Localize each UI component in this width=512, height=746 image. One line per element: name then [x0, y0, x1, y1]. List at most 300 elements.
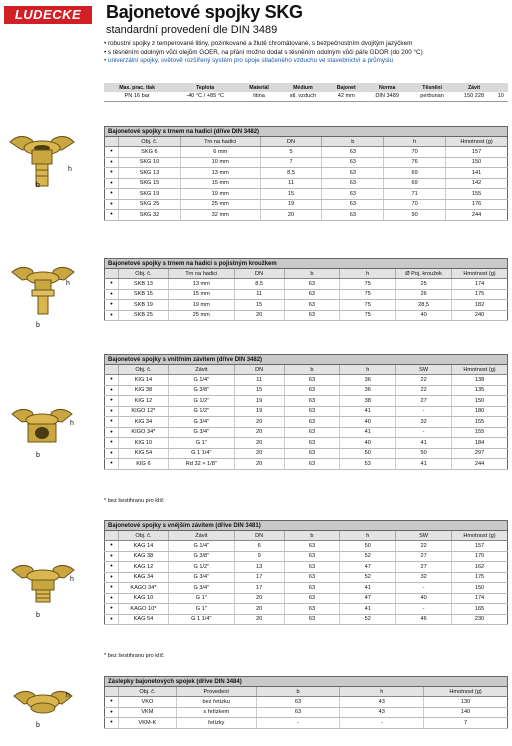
table-cell: -	[396, 427, 452, 438]
table-cell: 63	[284, 375, 340, 386]
table-row	[105, 406, 508, 417]
table-cell: 20	[234, 614, 284, 625]
table-cell: 50	[340, 448, 396, 459]
column-header: b	[284, 531, 340, 541]
table-cell: 17	[234, 572, 284, 583]
table-cell: 26	[396, 289, 452, 300]
table-cell: 165	[452, 604, 508, 615]
table-cell: 157	[452, 541, 508, 552]
page-title: Bajonetové spojky SKG	[106, 2, 303, 22]
page-subtitle: standardní provedení dle DIN 3489	[106, 24, 278, 36]
table-cell: 15	[260, 189, 322, 200]
column-header: DN	[234, 531, 284, 541]
table-cell: 17	[234, 583, 284, 594]
table-cell: 46	[396, 614, 452, 625]
table-cell: 63	[284, 396, 340, 407]
table-cell: 69	[384, 168, 446, 179]
table-cell: s řetízkem	[176, 707, 256, 718]
table-row	[105, 697, 508, 708]
feature-item: • univerzální spojky, světově rozšířený systém pro spoje stlačeného vzduchu ve stavebnictví a průmyslu	[104, 57, 394, 65]
table-cell: KAG 34	[118, 572, 168, 583]
table-cell: 174	[452, 279, 508, 290]
column-header: Hmotnost (g)	[452, 365, 508, 375]
spec-value: 150 228	[455, 92, 494, 101]
table-cell: 27	[396, 396, 452, 407]
table-cell: 20	[234, 310, 284, 321]
table-cell: SKG 6	[118, 147, 180, 158]
table-cell: 63	[284, 551, 340, 562]
table-cell: 63	[284, 572, 340, 583]
table-cell: 63	[322, 157, 384, 168]
table-row	[105, 157, 508, 168]
spec-header: Závit	[455, 83, 494, 92]
table-cell: 52	[340, 572, 396, 583]
table-cell: 15	[234, 300, 284, 311]
table-row	[105, 707, 508, 718]
table-cell: 240	[452, 310, 508, 321]
table-cell: 40	[340, 438, 396, 449]
table-cell: -	[396, 604, 452, 615]
row-bullet: •	[105, 697, 119, 708]
table-cell: KAG 38	[118, 551, 168, 562]
column-header	[105, 269, 119, 279]
table-cell: 22	[396, 541, 452, 552]
table-cell: 19 mm	[180, 189, 260, 200]
table-cell: 32	[396, 417, 452, 428]
table-cell: 90	[384, 210, 446, 221]
column-header: Hmotnost (g)	[452, 531, 508, 541]
table-cell: 40	[340, 417, 396, 428]
spec-value: litina	[240, 92, 278, 101]
row-bullet: •	[105, 572, 119, 583]
table-cell: 297	[452, 448, 508, 459]
table-cell: 41	[396, 438, 452, 449]
column-header: Obj. č.	[118, 137, 180, 147]
spec-value: perbunan	[410, 92, 455, 101]
table-cell: 41	[340, 406, 396, 417]
table-cell: 155	[452, 427, 508, 438]
table-cell: G 3/8"	[168, 385, 234, 396]
table-cell: 20	[234, 448, 284, 459]
column-header: DN	[234, 269, 284, 279]
table-cell: 63	[256, 707, 340, 718]
column-header: h	[340, 531, 396, 541]
table-cell: 41	[340, 583, 396, 594]
table-cell: 52	[340, 551, 396, 562]
table-cell: 141	[446, 168, 508, 179]
table-cell: 43	[340, 697, 424, 708]
kag-external-thread-table	[104, 520, 508, 625]
dimension-h-label: h	[66, 692, 70, 699]
table-cell: KAG 10	[118, 593, 168, 604]
table-cell: 63	[284, 614, 340, 625]
table-cell: 63	[284, 438, 340, 449]
table-cell: VKO	[118, 697, 176, 708]
table-cell: 15 mm	[168, 289, 234, 300]
table-cell: G 1/4"	[168, 375, 234, 386]
table-row	[105, 210, 508, 221]
table-row	[105, 551, 508, 562]
table-cell: 19	[234, 396, 284, 407]
table-cell: 63	[284, 406, 340, 417]
table-cell: 69	[384, 178, 446, 189]
table-cell: 32 mm	[180, 210, 260, 221]
table-cell: 75	[340, 310, 396, 321]
table-cell: 63	[284, 289, 340, 300]
table-cell: 19	[234, 406, 284, 417]
table-cell: KIG 10	[118, 438, 168, 449]
table-cell: 50	[396, 448, 452, 459]
brand-logo: LUDECKE	[4, 6, 92, 24]
table-cell: bez řetízku	[176, 697, 256, 708]
spec-header-row	[104, 83, 508, 92]
row-bullet: •	[105, 168, 119, 179]
column-header: DN	[234, 365, 284, 375]
column-header	[105, 687, 119, 697]
table-row	[105, 375, 508, 386]
table-header-row	[105, 531, 508, 541]
column-header: b	[256, 687, 340, 697]
table-row	[105, 289, 508, 300]
table-cell: 75	[340, 289, 396, 300]
table-row	[105, 178, 508, 189]
vk-cap-image	[10, 684, 76, 718]
table-cell: 36	[340, 375, 396, 386]
table-cell: 182	[452, 300, 508, 311]
table-cell: 63	[284, 427, 340, 438]
table-cell: SKB 13	[118, 279, 168, 290]
column-header: Závit	[168, 365, 234, 375]
row-bullet: •	[105, 604, 119, 615]
table-cell: SKG 10	[118, 157, 180, 168]
row-bullet: •	[105, 385, 119, 396]
row-bullet: •	[105, 147, 119, 158]
dimension-b-label: b	[36, 322, 40, 329]
table-cell: 41	[340, 604, 396, 615]
table-cell: 20	[234, 604, 284, 615]
table-header-row	[105, 269, 508, 279]
column-header: h	[340, 365, 396, 375]
table-cell: G 3/4"	[168, 572, 234, 583]
table-cell: 63	[256, 697, 340, 708]
table-row	[105, 396, 508, 407]
table-row	[105, 541, 508, 552]
row-bullet: •	[105, 396, 119, 407]
table-cell: 70	[384, 147, 446, 158]
table-cell: 63	[322, 199, 384, 210]
table-cell: KAGO 10*	[118, 604, 168, 615]
row-bullet: •	[105, 593, 119, 604]
kag-coupling-image	[8, 560, 78, 604]
table-cell: 150	[446, 157, 508, 168]
spec-header: Těsnění	[410, 83, 455, 92]
table-cell: VKM	[118, 707, 176, 718]
table-cell: 63	[284, 541, 340, 552]
kig-internal-thread-table	[104, 354, 508, 470]
column-header: Obj. č.	[118, 365, 168, 375]
table-cell: 25 mm	[168, 310, 234, 321]
column-header: Provedení	[176, 687, 256, 697]
row-bullet: •	[105, 448, 119, 459]
skg-hose-table	[104, 126, 508, 221]
table-cell: KIGO 12*	[118, 406, 168, 417]
table-cell: 20	[234, 593, 284, 604]
row-bullet: •	[105, 157, 119, 168]
row-bullet: •	[105, 199, 119, 210]
table-cell: 15	[234, 385, 284, 396]
row-bullet: •	[105, 583, 119, 594]
column-header	[105, 531, 119, 541]
row-bullet: •	[105, 375, 119, 386]
table-cell: 63	[284, 300, 340, 311]
table-cell: 70	[384, 199, 446, 210]
table-header-row	[105, 365, 508, 375]
footnote: * bez šestihranu pro klíč	[104, 498, 164, 504]
table-cell: 157	[446, 147, 508, 158]
row-bullet: •	[105, 427, 119, 438]
table-cell: KAG 54	[118, 614, 168, 625]
column-header: DN	[260, 137, 322, 147]
table-cell: G 1"	[168, 438, 234, 449]
table-cell: SKG 32	[118, 210, 180, 221]
table-row	[105, 168, 508, 179]
table-row	[105, 718, 508, 729]
table-cell: 63	[322, 210, 384, 221]
table-cell: 27	[396, 562, 452, 573]
row-bullet: •	[105, 310, 119, 321]
row-bullet: •	[105, 551, 119, 562]
row-bullet: •	[105, 614, 119, 625]
table-cell: 71	[384, 189, 446, 200]
table-cell: G 3/4"	[168, 583, 234, 594]
table-cell: 150	[452, 396, 508, 407]
table-cell: 174	[452, 593, 508, 604]
table-cell: 130	[424, 697, 508, 708]
table-row	[105, 593, 508, 604]
spec-value: DIN 3489	[365, 92, 410, 101]
dimension-h-label: h	[68, 166, 72, 173]
dimension-b-label: b	[36, 452, 40, 459]
column-header: SW	[396, 365, 452, 375]
dimension-b-label: b	[36, 182, 40, 189]
table-cell: 20	[234, 438, 284, 449]
table-cell: 11	[260, 178, 322, 189]
column-header: Trn na hadici	[180, 137, 260, 147]
table-cell: 22	[396, 375, 452, 386]
column-header: Závit	[168, 531, 234, 541]
table-cell: 230	[452, 614, 508, 625]
table-cell: KIG 54	[118, 448, 168, 459]
row-bullet: •	[105, 210, 119, 221]
feature-item: • s těsněním odolným vůči olejům GOER, na přání možno dodat s těsněním odolným vůči páře GDOR (do 200 °C)	[104, 48, 423, 56]
table-cell: 19	[260, 199, 322, 210]
row-bullet: •	[105, 562, 119, 573]
table-row	[105, 438, 508, 449]
table-cell: 27	[396, 551, 452, 562]
row-bullet: •	[105, 459, 119, 470]
dimension-b-label: b	[36, 612, 40, 619]
section-caption: Bajonetové spojky s trnem na hadici (dříve DIN 3482)	[105, 127, 508, 137]
table-row	[105, 279, 508, 290]
table-cell: 40	[396, 593, 452, 604]
row-bullet: •	[105, 289, 119, 300]
table-header-row	[105, 687, 508, 697]
table-cell: 43	[340, 707, 424, 718]
table-cell: 180	[452, 406, 508, 417]
table-cell: SKB 15	[118, 289, 168, 300]
spec-value: stl. vzduch	[278, 92, 328, 101]
column-header: Obj. č.	[118, 269, 168, 279]
footnote: * bez šestihranu pro klíč	[104, 653, 164, 659]
table-cell: KAG 12	[118, 562, 168, 573]
table-row	[105, 385, 508, 396]
table-cell: 7	[424, 718, 508, 729]
table-cell: G 1/2"	[168, 406, 234, 417]
feature-list	[104, 40, 508, 66]
table-cell: 176	[446, 199, 508, 210]
table-cell: 13	[234, 562, 284, 573]
table-cell: 20	[234, 427, 284, 438]
row-bullet: •	[105, 541, 119, 552]
table-cell: 175	[452, 572, 508, 583]
table-cell: 6 mm	[180, 147, 260, 158]
table-cell: 150	[452, 583, 508, 594]
dimension-b-label: b	[36, 722, 40, 729]
table-cell: 6	[234, 541, 284, 552]
table-cell: G 1/2"	[168, 396, 234, 407]
table-cell: KIG 38	[118, 385, 168, 396]
table-row	[105, 310, 508, 321]
row-bullet: •	[105, 438, 119, 449]
table-cell: SKG 19	[118, 189, 180, 200]
table-row	[105, 572, 508, 583]
table-cell: 15 mm	[180, 178, 260, 189]
table-row	[105, 300, 508, 311]
column-header: Ø Poj. kroužek	[396, 269, 452, 279]
table-cell: 140	[424, 707, 508, 718]
table-cell: 13 mm	[180, 168, 260, 179]
spec-value-row	[104, 92, 508, 101]
table-row	[105, 189, 508, 200]
table-cell: G 3/4"	[168, 417, 234, 428]
table-cell: 63	[284, 310, 340, 321]
feature-item: • robustní spojky z temperované litiny, pozinkované a žlutě chromátované, s bezpečnostním dvojitým jazýčkem	[104, 40, 413, 47]
table-cell: G 1"	[168, 604, 234, 615]
spec-header: Max. prac. tlak	[104, 83, 170, 92]
column-header	[105, 365, 119, 375]
spec-header: Norma	[365, 83, 410, 92]
table-cell: 5	[260, 147, 322, 158]
table-cell: Rd 32 × 1/8"	[168, 459, 234, 470]
section-caption: Bajonetové spojky s trnem na hadici s pojistným kroužkem	[105, 259, 508, 269]
table-cell: 20	[260, 210, 322, 221]
section-caption: Bajonetové spojky s vnějším závitem (dříve DIN 3481)	[105, 521, 508, 531]
table-cell: G 3/4"	[168, 427, 234, 438]
table-cell: 8,5	[234, 279, 284, 290]
table-cell: -	[340, 718, 424, 729]
table-row	[105, 199, 508, 210]
table-cell: 47	[340, 593, 396, 604]
table-cell: 155	[446, 189, 508, 200]
spec-value: 10	[494, 92, 508, 101]
table-cell: -	[396, 406, 452, 417]
column-header: h	[340, 687, 424, 697]
table-cell: 155	[452, 417, 508, 428]
column-header: b	[284, 365, 340, 375]
table-cell: 25 mm	[180, 199, 260, 210]
table-cell: 50	[340, 541, 396, 552]
table-cell: 170	[452, 551, 508, 562]
section-caption: Bajonetové spojky s vnitřním závitem (dříve DIN 3482)	[105, 355, 508, 365]
column-header: b	[322, 137, 384, 147]
table-row	[105, 427, 508, 438]
table-cell: 41	[396, 459, 452, 470]
row-bullet: •	[105, 189, 119, 200]
spec-value: -40 °C / +85 °C	[170, 92, 240, 101]
table-cell: KIG 14	[118, 375, 168, 386]
table-cell: KIGO 34*	[118, 427, 168, 438]
column-header: Trn na hadici	[168, 269, 234, 279]
table-cell: 63	[322, 189, 384, 200]
table-cell: KAGO 34*	[118, 583, 168, 594]
table-cell: 63	[322, 168, 384, 179]
table-cell: 41	[340, 427, 396, 438]
table-cell: 7	[260, 157, 322, 168]
table-cell: 76	[384, 157, 446, 168]
column-header: Hmotnost (g)	[452, 269, 508, 279]
table-cell: 20	[234, 459, 284, 470]
table-cell: 63	[284, 459, 340, 470]
skb-coupling-image	[8, 262, 78, 318]
skg-coupling-image	[2, 128, 82, 188]
spec-header: Médium	[278, 83, 328, 92]
table-cell: SKG 15	[118, 178, 180, 189]
table-cell: 19 mm	[168, 300, 234, 311]
skb-hose-ring-table	[104, 258, 508, 321]
table-cell: 11	[234, 289, 284, 300]
table-cell: 36	[340, 385, 396, 396]
table-cell: 75	[340, 300, 396, 311]
table-cell: G 1"	[168, 593, 234, 604]
table-cell: KIG 6	[118, 459, 168, 470]
dimension-h-label: h	[66, 280, 70, 287]
table-cell: 13 mm	[168, 279, 234, 290]
column-header: Hmotnost (g)	[446, 137, 508, 147]
table-cell: VKM-K	[118, 718, 176, 729]
table-cell: 184	[452, 438, 508, 449]
table-cell: G 1/2"	[168, 562, 234, 573]
table-cell: KAG 14	[118, 541, 168, 552]
row-bullet: •	[105, 417, 119, 428]
table-row	[105, 459, 508, 470]
spec-table	[104, 83, 508, 102]
table-cell: SKG 13	[118, 168, 180, 179]
spec-value: PN 16 bar	[104, 92, 170, 101]
table-cell: 63	[284, 448, 340, 459]
table-cell: řetízky	[176, 718, 256, 729]
table-cell: 63	[284, 417, 340, 428]
spec-header: Materiál	[240, 83, 278, 92]
table-row	[105, 147, 508, 158]
table-cell: SKB 25	[118, 310, 168, 321]
table-cell: 53	[340, 459, 396, 470]
table-cell: 28,5	[396, 300, 452, 311]
table-cell: 47	[340, 562, 396, 573]
table-cell: 142	[446, 178, 508, 189]
table-cell: 244	[446, 210, 508, 221]
table-cell: 244	[452, 459, 508, 470]
column-header: Obj. č.	[118, 687, 176, 697]
